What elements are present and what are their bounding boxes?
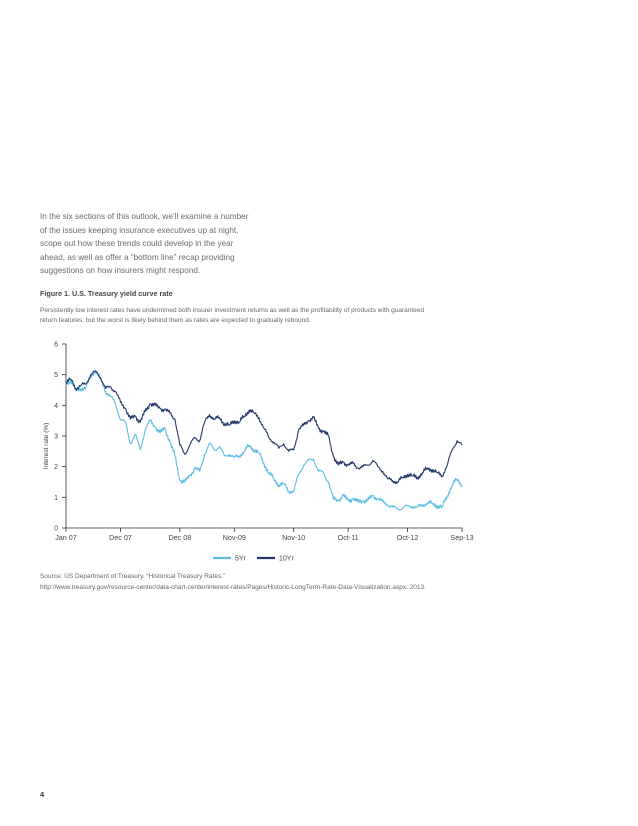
chart-axes [43,342,474,543]
y-tick-label: 4 [54,402,58,410]
x-tick-label: Nov-09 [222,533,246,542]
legend-label-5yr: 5Yr [235,555,246,563]
series-line-10yr [66,371,462,484]
y-tick-label: 3 [54,433,58,441]
x-tick-label: Nov-10 [282,533,306,542]
x-tick-label: Sep-13 [450,533,474,542]
intro-line: ahead, as well as offer a “bottom line” recap providing [40,252,235,262]
chart-series [66,370,462,510]
x-tick-label: Dec 07 [109,533,132,542]
page-number: 4 [40,790,45,799]
intro-line: In the six sections of this outlook, we’ll examine a number [40,212,249,221]
source-citation [40,571,560,593]
y-tick-label: 5 [54,372,58,380]
figure-description-line: Persistently low interest rates have undermined both insurer investment returns as well as the profitability of products with guaranteed [40,307,425,314]
legend-label-10yr: 10Yr [279,555,294,563]
intro-line: suggestions on how insurers might respond. [40,266,201,276]
x-tick-label: Oct-11 [337,533,359,542]
x-tick-label: Oct-12 [396,533,419,542]
source-url: http://www.treasury.gov/resource-center/data-chart-center/interest-rates/Pages/Historic-LongTerm-Rate-Data-Visualization.aspx. 2013. [40,584,426,591]
figure-title: Figure 1. U.S. Treasury yield curve rate [40,289,173,298]
y-tick-label: 1 [54,494,58,502]
y-tick-label: 0 [54,525,58,533]
source-line: Source: US Department of Treasury. “Historical Treasury Rates.” [40,573,226,580]
intro-line: of the issues keeping insurance executives up at night, [40,225,239,235]
y-tick-label: 2 [54,464,58,472]
x-tick-label: Dec 08 [168,533,192,542]
intro-paragraph [40,210,280,278]
x-tick-label: Jan 07 [55,533,77,542]
intro-line: scope out how these trends could develop in the year [40,239,234,249]
y-axis-label: Interest rate (%) [43,422,50,470]
figure-description-line: return features, but the worst is likely behind them as rates are expected to gradually rebound. [40,316,311,324]
series-line-5yr [66,370,462,510]
yield-curve-chart [0,330,638,570]
figure-description [40,306,470,325]
chart-legend [213,556,294,563]
y-tick-label: 6 [54,341,58,349]
